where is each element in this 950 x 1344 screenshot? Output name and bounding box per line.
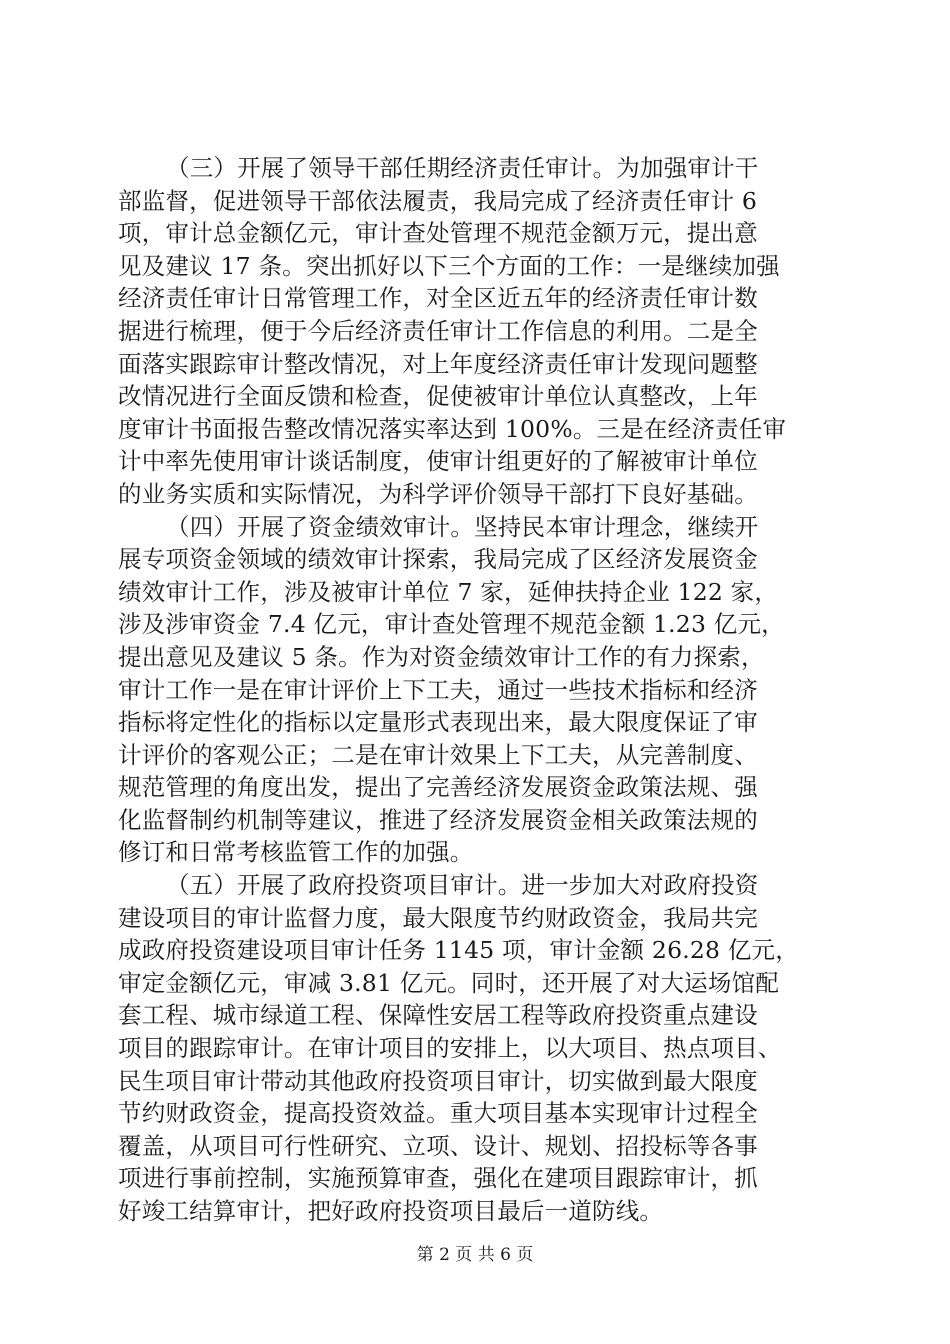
page-number-label: 第 2 页 共 6 页 (416, 1245, 534, 1265)
paragraph-4 (118, 511, 830, 870)
text-line: 见及建议 17 条。突出抓好以下三个方面的工作：一是继续加强 (118, 251, 780, 280)
text-line: 经济责任审计日常管理工作，对全区近五年的经济责任审计数 (118, 284, 758, 313)
paragraph-5 (118, 869, 830, 1228)
text-line: 指标将定性化的指标以定量形式表现出来，最大限度保证了审 (118, 708, 758, 737)
text-line: 项目的跟踪审计。在审计项目的安排上，以大项目、热点项目、 (118, 1034, 782, 1063)
text-line: 成政府投资建设项目审计任务 1145 项，审计金额 26.28 亿元， (118, 936, 799, 965)
text-line: 的业务实质和实际情况，为科学评价领导干部打下良好基础。 (118, 479, 758, 508)
page-footer (0, 1240, 950, 1265)
text-line: 项，审计总金额亿元，审计查处管理不规范金额万元，提出意 (118, 219, 758, 248)
text-line: 计评价的客观公正；二是在审计效果上下工夫，从完善制度、 (118, 740, 758, 769)
text-line: 覆盖，从项目可行性研究、立项、设计、规划、招投标等各事 (118, 1131, 758, 1160)
text-line: 民生项目审计带动其他政府投资项目审计，切实做到最大限度 (118, 1066, 758, 1095)
text-line: 改情况进行全面反馈和检查，促使被审计单位认真整改，上年 (118, 382, 758, 411)
text-line: （四）开展了资金绩效审计。坚持民本审计理念，继续开 (166, 512, 759, 541)
text-line: 好竣工结算审计，把好政府投资项目最后一道防线。 (118, 1197, 664, 1225)
text-line: （三）开展了领导干部任期经济责任审计。为加强审计干 (166, 154, 759, 182)
text-line: 面落实跟踪审计整改情况，对上年度经济责任审计发现问题整 (118, 349, 758, 378)
text-line: 修订和日常考核监管工作的加强。 (118, 838, 474, 867)
text-line: 提出意见及建议 5 条。作为对资金绩效审计工作的有力探索， (118, 642, 765, 671)
text-line: 规范管理的角度出发，提出了完善经济发展资金政策法规、强 (118, 773, 758, 802)
text-line: 审定金额亿元，审减 3.81 亿元。同时，还开展了对大运场馆配 (118, 968, 779, 997)
text-line: 部监督，促进领导干部依法履责，我局完成了经济责任审计 6 (118, 186, 758, 215)
text-line: 套工程、城市绿道工程、保障性安居工程等政府投资重点建设 (118, 1001, 758, 1030)
text-line: 审计工作一是在审计评价上下工夫，通过一些技术指标和经济 (118, 675, 758, 704)
text-line: 计中率先使用审计谈话制度，使审计组更好的了解被审计单位 (118, 447, 758, 476)
text-line: 项进行事前控制，实施预算审查，强化在建项目跟踪审计，抓 (118, 1164, 758, 1193)
document-body (118, 152, 830, 1228)
text-line: 绩效审计工作，涉及被审计单位 7 家，延伸扶持企业 122 家， (118, 577, 779, 606)
text-line: （五）开展了政府投资项目审计。进一步加大对政府投资 (166, 871, 759, 900)
text-line: 涉及涉审资金 7.4 亿元，审计查处管理不规范金额 1.23 亿元， (118, 610, 785, 639)
text-line: 建设项目的审计监督力度，最大限度节约财政资金，我局共完 (118, 903, 758, 932)
text-line: 展专项资金领域的绩效审计探索，我局完成了区经济发展资金 (118, 545, 758, 574)
text-line: 化监督制约机制等建议，推进了经济发展资金相关政策法规的 (118, 805, 758, 834)
text-line: 据进行梳理，便于今后经济责任审计工作信息的利用。二是全 (118, 316, 758, 345)
paragraph-3 (118, 152, 830, 511)
text-line: 节约财政资金，提高投资效益。重大项目基本实现审计过程全 (118, 1099, 758, 1128)
text-line: 度审计书面报告整改情况落实率达到 100%。三是在经济责任审 (118, 414, 787, 443)
